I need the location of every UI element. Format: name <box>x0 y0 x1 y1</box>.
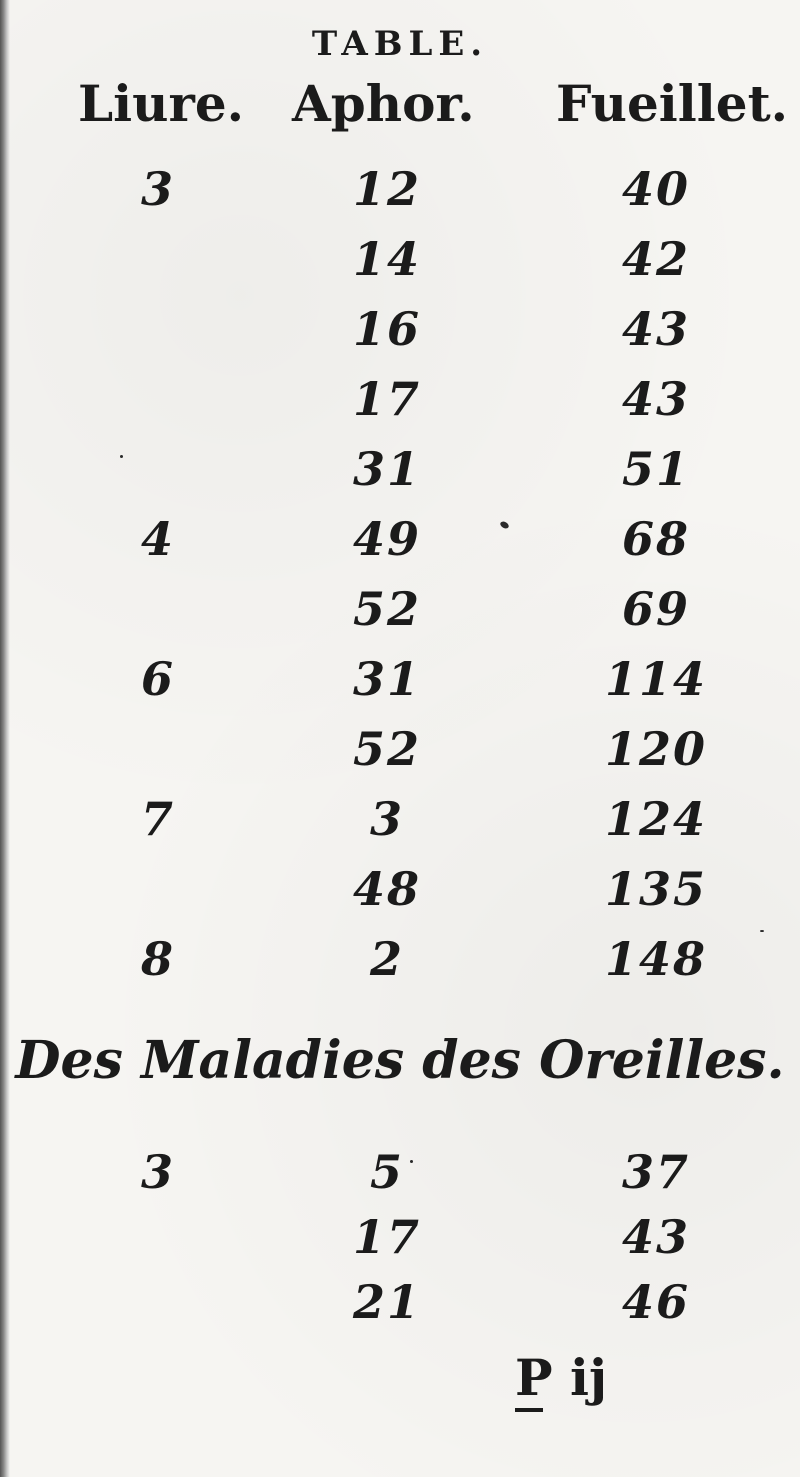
cell-liure: 8 <box>140 932 175 986</box>
cell-aphor: 52 <box>352 582 421 636</box>
cell-liure: 3 <box>140 162 175 216</box>
cell-fueillet: 42 <box>621 232 690 286</box>
cell-aphor: 14 <box>352 232 421 286</box>
ink-speck <box>760 930 764 932</box>
cell-aphor: 21 <box>352 1275 421 1329</box>
cell-fueillet: 124 <box>604 792 708 846</box>
column-header-aphor: Aphor. <box>292 74 475 133</box>
cell-aphor: 12 <box>352 162 421 216</box>
cell-aphor: 17 <box>352 372 421 426</box>
cell-fueillet: 69 <box>621 582 690 636</box>
cell-liure: 6 <box>140 652 175 706</box>
signature-underline <box>515 1408 543 1412</box>
cell-fueillet: 43 <box>621 302 690 356</box>
cell-aphor: 52 <box>352 722 421 776</box>
cell-fueillet: 37 <box>621 1145 690 1199</box>
cell-fueillet: 40 <box>621 162 690 216</box>
cell-aphor: 31 <box>352 652 421 706</box>
cell-aphor: 49 <box>352 512 421 566</box>
cell-aphor: 31 <box>352 442 421 496</box>
cell-fueillet: 51 <box>621 442 690 496</box>
cell-fueillet: 148 <box>604 932 708 986</box>
cell-fueillet: 43 <box>621 1210 690 1264</box>
ink-speck <box>120 455 123 458</box>
cell-aphor: 2 <box>369 932 404 986</box>
cell-aphor: 48 <box>352 862 421 916</box>
cell-fueillet: 114 <box>604 652 708 706</box>
cell-fueillet: 46 <box>621 1275 690 1329</box>
cell-aphor: 5 <box>369 1145 404 1199</box>
cell-aphor: 3 <box>369 792 404 846</box>
page-binding-edge <box>0 0 10 1477</box>
cell-fueillet: 120 <box>604 722 708 776</box>
cell-fueillet: 68 <box>621 512 690 566</box>
column-header-liure: Liure. <box>78 74 245 133</box>
page-title: TABLE. <box>311 24 489 64</box>
cell-fueillet: 43 <box>621 372 690 426</box>
ink-speck <box>410 1160 413 1163</box>
signature-mark: P ij <box>515 1348 608 1407</box>
section-heading-oreilles: Des Maladies des Oreilles. <box>15 1030 785 1091</box>
cell-fueillet: 135 <box>604 862 708 916</box>
cell-aphor: 16 <box>352 302 421 356</box>
cell-liure: 3 <box>140 1145 175 1199</box>
cell-liure: 7 <box>140 792 175 846</box>
cell-liure: 4 <box>140 512 175 566</box>
column-header-fueillet: Fueillet. <box>556 74 789 133</box>
cell-aphor: 17 <box>352 1210 421 1264</box>
